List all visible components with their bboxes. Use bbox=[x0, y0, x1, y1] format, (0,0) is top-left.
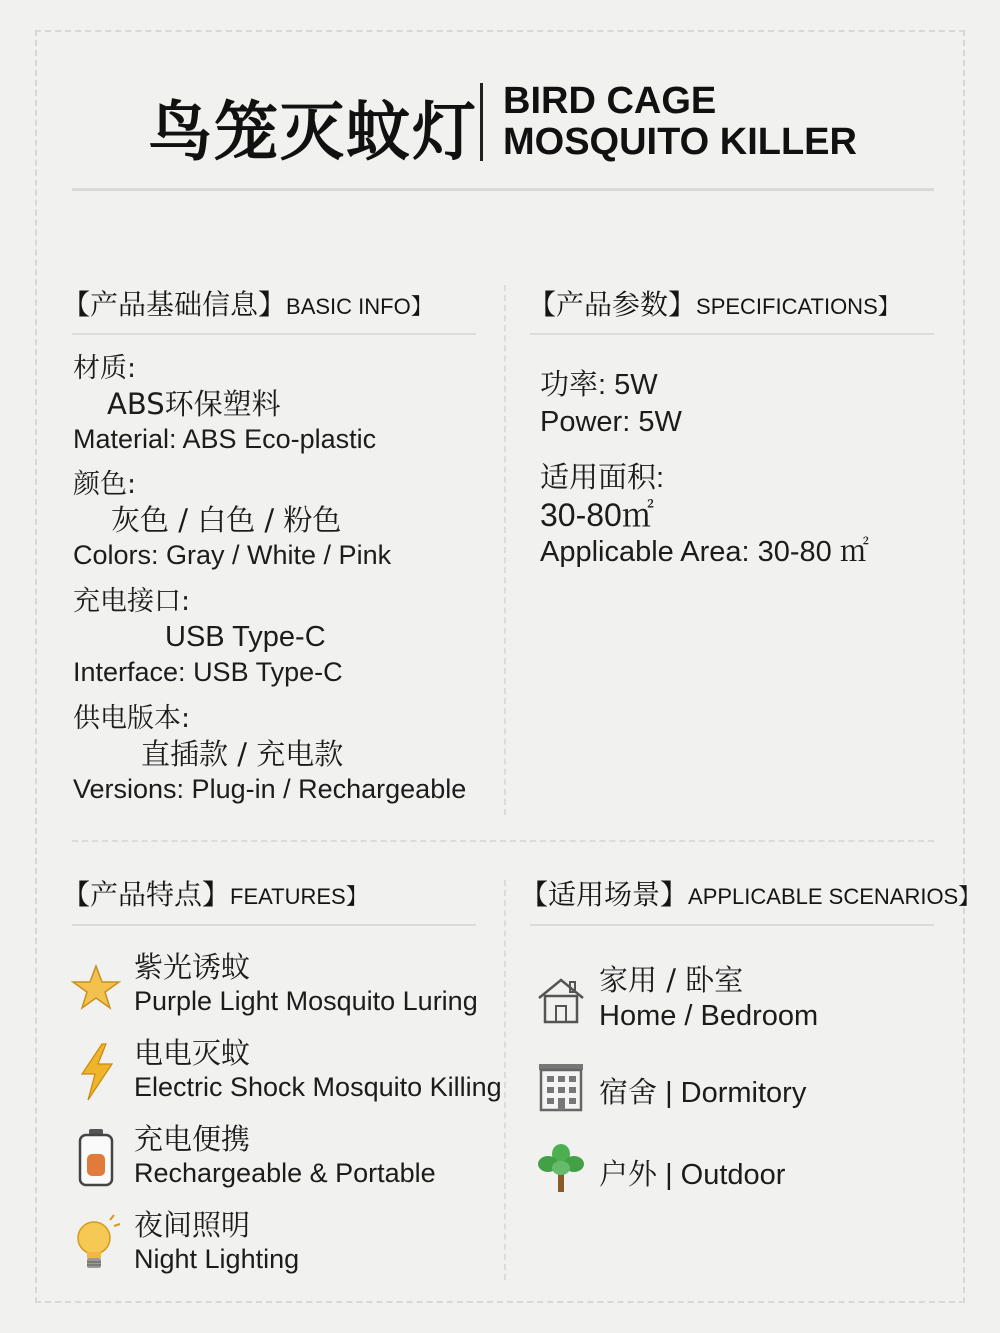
tree-icon bbox=[535, 1142, 587, 1194]
scenario-item bbox=[535, 1062, 955, 1122]
scenario-title-en: Dormitory bbox=[680, 1077, 807, 1109]
field-material-value-en: Material: ABS Eco-plastic bbox=[73, 424, 377, 454]
field-material-value-cn: ABS环保塑料 bbox=[107, 387, 281, 421]
specs-heading bbox=[528, 283, 900, 323]
house-icon bbox=[535, 974, 587, 1026]
field-interface bbox=[73, 585, 503, 689]
feature-title-cn: 紫光诱蚊 bbox=[134, 950, 251, 984]
field-versions bbox=[73, 702, 503, 806]
field-colors bbox=[73, 468, 503, 572]
field-interface-label: 充电接口: bbox=[73, 586, 191, 617]
spec-power-en: Power: 5W bbox=[540, 406, 682, 438]
scenario-separator: | bbox=[657, 1159, 681, 1191]
field-colors-value-cn: 灰色 / 白色 / 粉色 bbox=[111, 503, 342, 537]
feature-title-cn: 充电便携 bbox=[134, 1122, 251, 1156]
features-rule bbox=[72, 924, 476, 926]
scenario-separator: | bbox=[657, 1077, 681, 1109]
scenarios-heading-cn: 【适用场景】 bbox=[520, 878, 689, 911]
field-material bbox=[73, 352, 503, 456]
field-versions-label: 供电版本: bbox=[73, 703, 191, 734]
feature-item bbox=[70, 1208, 500, 1288]
page-title-en bbox=[503, 81, 857, 163]
scenario-title bbox=[599, 1156, 785, 1193]
star-icon bbox=[70, 954, 122, 1016]
field-versions-value-en: Versions: Plug-in / Rechargeable bbox=[73, 774, 467, 804]
title-en-line2: MOSQUITO KILLER bbox=[503, 121, 857, 163]
spec-area-label: 适用面积: bbox=[540, 462, 665, 494]
feature-title-cn: 夜间照明 bbox=[134, 1208, 251, 1242]
feature-item bbox=[70, 950, 500, 1030]
title-en-line1: BIRD CAGE bbox=[503, 80, 717, 122]
lightbulb-icon bbox=[70, 1212, 122, 1274]
basic-info-heading bbox=[62, 283, 433, 323]
feature-item bbox=[70, 1036, 500, 1116]
field-interface-value-en: Interface: USB Type-C bbox=[73, 657, 343, 687]
page-title-cn: 鸟笼灭蚊灯 bbox=[148, 96, 478, 170]
features-heading-cn: 【产品特点】 bbox=[62, 878, 231, 911]
section-divider bbox=[72, 840, 934, 842]
feature-title-en: Night Lighting bbox=[134, 1244, 300, 1274]
scenario-title-en: Home / Bedroom bbox=[599, 1000, 819, 1032]
basic-info-heading-en: BASIC INFO】 bbox=[286, 294, 433, 319]
feature-title-en: Rechargeable & Portable bbox=[134, 1158, 436, 1188]
header-rule bbox=[72, 188, 934, 191]
scenarios-heading-en: APPLICABLE SCENARIOS】 bbox=[688, 884, 981, 909]
title-divider bbox=[480, 83, 483, 161]
specs-heading-cn: 【产品参数】 bbox=[528, 288, 697, 321]
scenario-title-cn: 宿舍 bbox=[599, 1075, 658, 1109]
specs-heading-en: SPECIFICATIONS】 bbox=[696, 294, 900, 319]
scenario-title-cn: 家用 / 卧室 bbox=[599, 963, 744, 997]
field-versions-value-cn: 直插款 / 充电款 bbox=[141, 737, 344, 771]
basic-info-rule bbox=[72, 333, 476, 335]
lightning-icon bbox=[70, 1040, 122, 1102]
scenario-item bbox=[535, 962, 955, 1042]
specs-rule bbox=[530, 333, 934, 335]
spec-power-cn: 功率: 5W bbox=[540, 369, 658, 401]
field-material-label: 材质: bbox=[73, 353, 137, 384]
scenario-title bbox=[599, 1074, 806, 1111]
column-divider-bottom bbox=[504, 880, 506, 1280]
features-heading bbox=[62, 873, 368, 913]
spec-area bbox=[540, 460, 940, 571]
scenarios-rule bbox=[530, 924, 934, 926]
page-header bbox=[0, 75, 1000, 170]
field-colors-label: 颜色: bbox=[73, 469, 137, 500]
column-divider-top bbox=[504, 285, 506, 815]
scenario-title-en: Outdoor bbox=[680, 1159, 786, 1191]
spec-area-value: 30-80㎡ bbox=[540, 497, 654, 533]
building-icon bbox=[535, 1062, 587, 1114]
battery-icon bbox=[70, 1126, 122, 1188]
feature-title-en: Purple Light Mosquito Luring bbox=[134, 986, 478, 1016]
scenario-title-cn: 户外 bbox=[599, 1157, 658, 1191]
feature-title-en: Electric Shock Mosquito Killing bbox=[134, 1072, 502, 1102]
feature-title-cn: 电电灭蚊 bbox=[134, 1036, 251, 1070]
spec-area-en: Applicable Area: 30-80 ㎡ bbox=[540, 536, 869, 568]
features-heading-en: FEATURES】 bbox=[230, 884, 368, 909]
basic-info-heading-cn: 【产品基础信息】 bbox=[62, 288, 287, 321]
feature-item bbox=[70, 1122, 500, 1202]
scenarios-heading bbox=[520, 873, 980, 913]
field-interface-value-cn: USB Type-C bbox=[165, 621, 326, 653]
field-colors-value-en: Colors: Gray / White / Pink bbox=[73, 540, 392, 570]
spec-power bbox=[540, 367, 940, 441]
scenario-item bbox=[535, 1142, 955, 1202]
